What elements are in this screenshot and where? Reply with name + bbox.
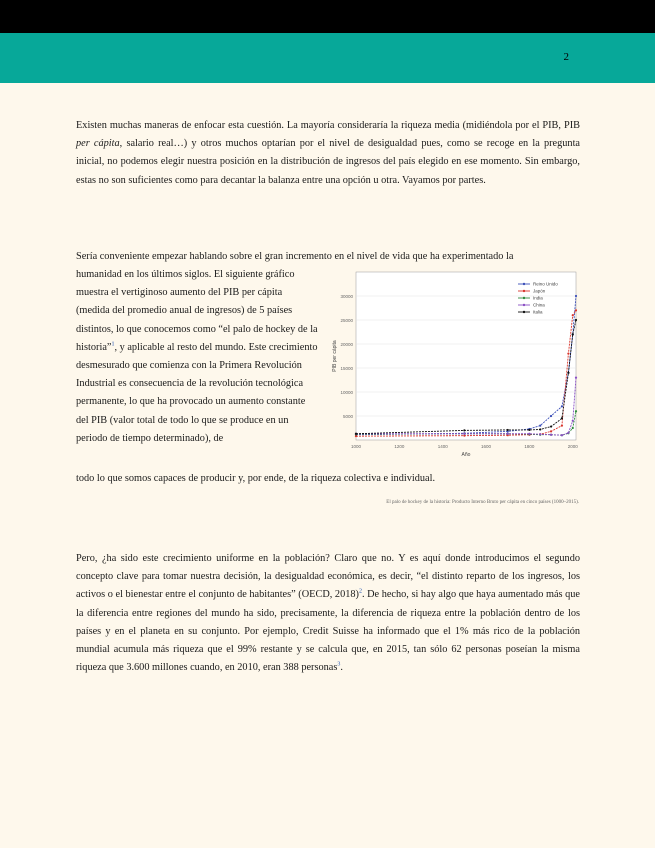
- data-point: [572, 314, 574, 316]
- data-point: [539, 428, 541, 430]
- legend-marker: [523, 304, 525, 306]
- data-point: [550, 434, 552, 436]
- data-point: [463, 433, 465, 435]
- x-tick-label: 1600: [481, 444, 492, 449]
- legend-marker: [523, 311, 525, 313]
- footnote-ref-2[interactable]: 2: [358, 588, 362, 595]
- paragraph-1-text-b: , salario real…) y otros muchos optarían por el nivel de desigualdad pues, como se recoge en la pregunta inicial, no podemos elegir nuestra posición en la distribución de ingresos del país elegido en ese momento. Sin embargo, estas no son suficientes como para decantar la balanza entre una opción u otra. Vayamos por partes.: [76, 138, 581, 186]
- footnote-ref-3[interactable]: 3: [337, 661, 341, 668]
- data-point: [528, 433, 530, 435]
- paragraph-3-text-a: Pero, ¿ha sido este crecimiento uniforme en la población? Claro que no. Y es aquí donde introducimos el segundo concepto clave para tomar nuestra decisión, la desigualdad económica, es decir, “el distinto reparto de los ingresos, los activos o el bienestar entre el conjunto de habitantes” (OECD, 2018): [76, 553, 580, 601]
- data-point: [575, 377, 577, 379]
- y-axis-label: PIB per cápita: [332, 340, 338, 372]
- paragraph-3: [76, 550, 580, 677]
- y-tick-label: 10000: [340, 390, 353, 395]
- data-point: [550, 425, 552, 427]
- page-number: 2: [563, 51, 569, 63]
- y-tick-label: 30000: [340, 294, 353, 299]
- plot-area: [356, 272, 576, 440]
- data-point: [572, 333, 574, 335]
- y-tick-label: 15000: [340, 366, 353, 371]
- paragraph-1-text-a: Existen muchas maneras de enfocar esta cuestión. La mayoría consideraría la riqueza media (midiéndola por el PIB, PIB: [76, 120, 580, 131]
- x-tick-label: 1400: [437, 444, 448, 449]
- paragraph-2-last-line: todo lo que somos capaces de producir y, por ende, de la riqueza colectiva e individual.: [76, 473, 436, 484]
- data-point: [463, 435, 465, 437]
- data-point: [561, 425, 563, 427]
- data-point: [572, 427, 574, 429]
- x-axis-label: Año: [461, 452, 471, 458]
- legend-label: Reino Unido: [533, 281, 558, 287]
- data-point: [561, 417, 563, 419]
- data-point: [561, 434, 563, 436]
- data-point: [572, 420, 574, 422]
- data-point: [507, 429, 509, 431]
- y-tick-label: 20000: [340, 342, 353, 347]
- top-black-band: [0, 0, 655, 33]
- legend-label: China: [533, 302, 545, 308]
- data-point: [539, 433, 541, 435]
- x-tick-label: 2000: [567, 444, 578, 449]
- legend-label: India: [533, 295, 543, 301]
- data-point: [550, 430, 552, 432]
- data-point: [528, 429, 530, 431]
- paragraph-2-text-b: , y aplicable al resto del mundo. Este crecimiento desmesurado que comienza con la Primera Revolución Industrial es consecuencia de la revolución tecnológica permanente, lo que ha provocado un aumento constante del PIB (valor total de todo lo que se produce en un periodo de tiempo determinado), de: [76, 341, 318, 444]
- paragraph-1: [76, 117, 580, 190]
- header-band: [0, 33, 655, 83]
- data-point: [575, 319, 577, 321]
- data-point: [567, 372, 569, 374]
- legend-marker: [523, 297, 525, 299]
- data-point: [575, 309, 577, 311]
- paragraph-1-emphasis: per cápita: [76, 138, 120, 150]
- data-point: [575, 295, 577, 297]
- gdp-chart: [326, 268, 581, 458]
- paragraph-2-first-line: Sería conveniente empezar hablando sobre el gran incremento en el nivel de vida que ha experimentado la: [76, 251, 514, 262]
- paragraph-2-text-a: humanidad en los últimos siglos. El siguiente gráfico muestra el vertiginoso aumento del PIB per cápita (medida del promedio anual de ingresos) de 5 países distintos, lo que conocemos como “el palo de hockey de la historia”: [76, 269, 318, 353]
- data-point: [550, 415, 552, 417]
- paragraph-3-text-c: .: [340, 662, 343, 674]
- legend-marker: [523, 290, 525, 292]
- footnote-ref-1[interactable]: 1: [111, 341, 115, 348]
- legend-label: Italia: [533, 309, 543, 315]
- x-tick-label: 1200: [394, 444, 405, 449]
- data-point: [355, 435, 357, 437]
- y-tick-label: 5000: [342, 414, 353, 419]
- data-point: [567, 353, 569, 355]
- data-point: [507, 433, 509, 435]
- data-point: [575, 410, 577, 412]
- x-tick-label: 1000: [350, 444, 362, 449]
- paragraph-3-text-b: . De hecho, si hay algo que haya aumentado más que la diferencia entre regiones del mundo ha sido, precisamente, la diferencia de riqueza entre la población dentro de los países y en el planeta en su conjunto. Por ejemplo, Credit Suisse ha informado que el 1% más rico de la población mundial acumula más riqueza que el 99% restante y se calcula que, en 2015, tan sólo 62 personas poseían la misma riqueza que 3.600 millones cuando, en 2010, eran 388 personas: [76, 589, 580, 674]
- chart-caption: El palo de hockey de la historia: Producto Interno Bruto per cápita en cinco países (1000–2015).: [386, 500, 579, 505]
- y-tick-label: 25000: [340, 318, 353, 323]
- data-point: [355, 433, 357, 435]
- data-point: [463, 429, 465, 431]
- paragraph-2-wrapped: [76, 266, 318, 448]
- legend-marker: [523, 283, 525, 285]
- data-point: [567, 432, 569, 434]
- x-tick-label: 1800: [524, 444, 535, 449]
- legend-label: Japón: [533, 288, 546, 294]
- data-point: [561, 405, 563, 407]
- data-point: [539, 425, 541, 427]
